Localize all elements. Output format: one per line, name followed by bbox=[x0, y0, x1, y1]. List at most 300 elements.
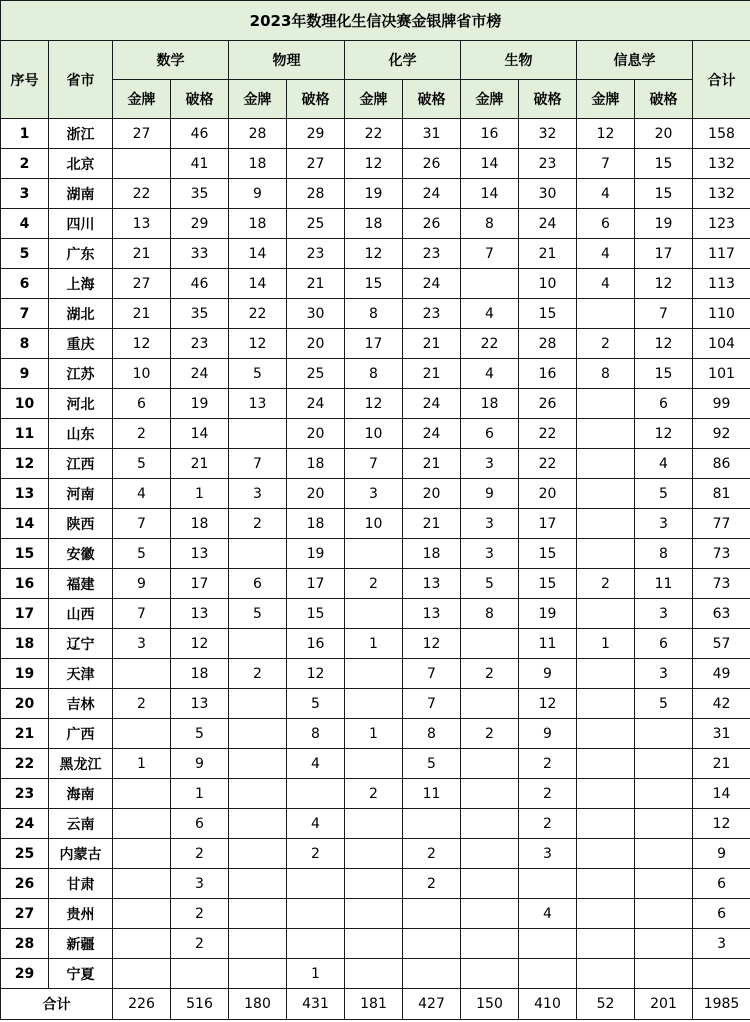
row-cell: 19 bbox=[635, 209, 693, 239]
row-cell: 7 bbox=[577, 149, 635, 179]
row-cell: 12 bbox=[113, 329, 171, 359]
row-cell bbox=[635, 839, 693, 869]
row-province: 上海 bbox=[49, 269, 113, 299]
row-cell: 26 bbox=[519, 389, 577, 419]
row-cell bbox=[113, 839, 171, 869]
row-cell bbox=[229, 959, 287, 989]
row-rank: 29 bbox=[1, 959, 49, 989]
row-total: 14 bbox=[693, 779, 750, 809]
header-subject-chemistry: 化学 bbox=[345, 41, 461, 80]
table-row bbox=[1, 569, 750, 599]
row-cell: 22 bbox=[461, 329, 519, 359]
row-cell: 4 bbox=[461, 359, 519, 389]
table-row bbox=[1, 359, 750, 389]
row-cell bbox=[345, 599, 403, 629]
row-cell: 4 bbox=[519, 899, 577, 929]
row-cell: 5 bbox=[461, 569, 519, 599]
row-cell: 6 bbox=[635, 629, 693, 659]
row-cell: 11 bbox=[635, 569, 693, 599]
row-cell: 7 bbox=[229, 449, 287, 479]
row-cell bbox=[113, 149, 171, 179]
row-cell bbox=[635, 869, 693, 899]
row-cell: 21 bbox=[287, 269, 345, 299]
row-cell: 24 bbox=[403, 389, 461, 419]
row-cell bbox=[519, 869, 577, 899]
row-province: 吉林 bbox=[49, 689, 113, 719]
row-cell: 30 bbox=[287, 299, 345, 329]
row-cell bbox=[229, 629, 287, 659]
header-exception: 破格 bbox=[171, 80, 229, 119]
row-cell: 18 bbox=[287, 509, 345, 539]
row-cell: 18 bbox=[403, 539, 461, 569]
row-cell: 5 bbox=[229, 359, 287, 389]
row-cell: 1 bbox=[171, 779, 229, 809]
row-cell bbox=[345, 959, 403, 989]
row-rank: 2 bbox=[1, 149, 49, 179]
row-cell bbox=[287, 779, 345, 809]
row-cell: 20 bbox=[635, 119, 693, 149]
row-cell: 18 bbox=[345, 209, 403, 239]
row-province: 甘肃 bbox=[49, 869, 113, 899]
row-cell bbox=[113, 959, 171, 989]
row-cell: 16 bbox=[461, 119, 519, 149]
row-cell bbox=[113, 719, 171, 749]
total-cell: 181 bbox=[345, 989, 403, 1020]
row-cell bbox=[461, 689, 519, 719]
header-subject-informatics: 信息学 bbox=[577, 41, 693, 80]
row-cell: 2 bbox=[403, 839, 461, 869]
table-row bbox=[1, 749, 750, 779]
row-province: 广东 bbox=[49, 239, 113, 269]
row-cell bbox=[345, 659, 403, 689]
row-cell bbox=[635, 749, 693, 779]
row-cell bbox=[345, 899, 403, 929]
row-cell bbox=[113, 929, 171, 959]
row-cell: 12 bbox=[345, 149, 403, 179]
row-cell: 3 bbox=[113, 629, 171, 659]
row-cell bbox=[461, 779, 519, 809]
row-cell: 21 bbox=[403, 329, 461, 359]
row-cell bbox=[461, 839, 519, 869]
row-province: 山西 bbox=[49, 599, 113, 629]
row-cell: 2 bbox=[113, 419, 171, 449]
table-body bbox=[1, 119, 750, 989]
row-cell bbox=[113, 899, 171, 929]
row-cell bbox=[171, 959, 229, 989]
row-province: 湖北 bbox=[49, 299, 113, 329]
table-row bbox=[1, 209, 750, 239]
header-subject-biology: 生物 bbox=[461, 41, 577, 80]
row-cell bbox=[229, 539, 287, 569]
row-cell: 9 bbox=[229, 179, 287, 209]
row-cell bbox=[577, 389, 635, 419]
row-cell: 1 bbox=[287, 959, 345, 989]
row-cell: 23 bbox=[403, 239, 461, 269]
row-cell: 12 bbox=[577, 119, 635, 149]
row-cell: 28 bbox=[287, 179, 345, 209]
table-row bbox=[1, 929, 750, 959]
row-cell: 2 bbox=[519, 749, 577, 779]
table-row bbox=[1, 269, 750, 299]
row-cell: 20 bbox=[403, 479, 461, 509]
row-rank: 14 bbox=[1, 509, 49, 539]
row-cell: 46 bbox=[171, 119, 229, 149]
row-cell: 3 bbox=[345, 479, 403, 509]
row-cell: 21 bbox=[113, 239, 171, 269]
row-cell: 21 bbox=[403, 509, 461, 539]
row-cell: 10 bbox=[345, 419, 403, 449]
row-province: 河南 bbox=[49, 479, 113, 509]
row-cell bbox=[635, 809, 693, 839]
row-cell: 3 bbox=[635, 659, 693, 689]
row-cell: 27 bbox=[287, 149, 345, 179]
row-cell: 35 bbox=[171, 299, 229, 329]
row-cell: 8 bbox=[345, 359, 403, 389]
row-cell: 17 bbox=[519, 509, 577, 539]
row-rank: 15 bbox=[1, 539, 49, 569]
row-total: 21 bbox=[693, 749, 750, 779]
row-cell bbox=[577, 839, 635, 869]
row-cell: 8 bbox=[287, 719, 345, 749]
row-cell: 4 bbox=[461, 299, 519, 329]
row-cell: 16 bbox=[519, 359, 577, 389]
row-cell bbox=[519, 959, 577, 989]
row-cell: 10 bbox=[519, 269, 577, 299]
row-total: 117 bbox=[693, 239, 750, 269]
row-rank: 24 bbox=[1, 809, 49, 839]
table-row bbox=[1, 329, 750, 359]
row-cell: 24 bbox=[403, 269, 461, 299]
grand-total: 1985 bbox=[693, 989, 750, 1020]
row-cell: 27 bbox=[113, 119, 171, 149]
row-cell: 8 bbox=[403, 719, 461, 749]
header-rank: 序号 bbox=[1, 41, 49, 119]
row-rank: 25 bbox=[1, 839, 49, 869]
row-cell bbox=[577, 539, 635, 569]
row-cell: 1 bbox=[577, 629, 635, 659]
row-cell: 2 bbox=[345, 779, 403, 809]
row-cell: 7 bbox=[113, 599, 171, 629]
row-province: 浙江 bbox=[49, 119, 113, 149]
row-cell: 5 bbox=[635, 689, 693, 719]
row-cell: 4 bbox=[287, 749, 345, 779]
row-province: 重庆 bbox=[49, 329, 113, 359]
row-rank: 28 bbox=[1, 929, 49, 959]
row-cell: 29 bbox=[171, 209, 229, 239]
row-cell: 2 bbox=[461, 719, 519, 749]
row-cell: 22 bbox=[113, 179, 171, 209]
row-cell: 13 bbox=[171, 539, 229, 569]
row-cell bbox=[577, 779, 635, 809]
row-rank: 10 bbox=[1, 389, 49, 419]
row-cell bbox=[577, 899, 635, 929]
header-gold: 金牌 bbox=[229, 80, 287, 119]
row-cell bbox=[635, 929, 693, 959]
row-cell: 2 bbox=[229, 659, 287, 689]
row-cell: 31 bbox=[403, 119, 461, 149]
row-cell: 22 bbox=[345, 119, 403, 149]
row-cell bbox=[229, 809, 287, 839]
row-cell: 19 bbox=[171, 389, 229, 419]
row-cell bbox=[345, 539, 403, 569]
row-total: 99 bbox=[693, 389, 750, 419]
total-cell: 150 bbox=[461, 989, 519, 1020]
row-cell: 13 bbox=[171, 599, 229, 629]
table-row bbox=[1, 599, 750, 629]
row-total: 123 bbox=[693, 209, 750, 239]
row-cell bbox=[461, 629, 519, 659]
row-cell: 29 bbox=[287, 119, 345, 149]
header-exception: 破格 bbox=[287, 80, 345, 119]
row-cell: 12 bbox=[635, 269, 693, 299]
row-total: 113 bbox=[693, 269, 750, 299]
row-cell: 12 bbox=[635, 329, 693, 359]
row-cell: 17 bbox=[345, 329, 403, 359]
row-cell: 12 bbox=[229, 329, 287, 359]
row-total: 158 bbox=[693, 119, 750, 149]
row-cell: 2 bbox=[287, 839, 345, 869]
row-cell: 2 bbox=[171, 839, 229, 869]
row-cell: 12 bbox=[171, 629, 229, 659]
row-province: 新疆 bbox=[49, 929, 113, 959]
row-cell: 6 bbox=[229, 569, 287, 599]
row-cell: 2 bbox=[519, 779, 577, 809]
row-cell: 24 bbox=[403, 179, 461, 209]
row-cell: 15 bbox=[519, 539, 577, 569]
row-cell: 4 bbox=[635, 449, 693, 479]
row-cell: 4 bbox=[113, 479, 171, 509]
total-row bbox=[1, 989, 750, 1020]
row-rank: 3 bbox=[1, 179, 49, 209]
row-cell bbox=[577, 809, 635, 839]
row-cell: 14 bbox=[171, 419, 229, 449]
row-rank: 4 bbox=[1, 209, 49, 239]
row-cell bbox=[577, 509, 635, 539]
row-cell: 4 bbox=[287, 809, 345, 839]
row-cell bbox=[577, 449, 635, 479]
row-cell: 20 bbox=[519, 479, 577, 509]
row-cell bbox=[577, 479, 635, 509]
row-cell: 5 bbox=[229, 599, 287, 629]
row-cell: 23 bbox=[403, 299, 461, 329]
total-cell: 226 bbox=[113, 989, 171, 1020]
header-total: 合计 bbox=[693, 41, 750, 119]
row-total: 3 bbox=[693, 929, 750, 959]
row-cell: 8 bbox=[635, 539, 693, 569]
row-cell: 13 bbox=[113, 209, 171, 239]
row-cell: 1 bbox=[113, 749, 171, 779]
row-cell bbox=[229, 779, 287, 809]
row-cell bbox=[577, 599, 635, 629]
row-total: 49 bbox=[693, 659, 750, 689]
row-cell: 7 bbox=[635, 299, 693, 329]
row-cell: 7 bbox=[113, 509, 171, 539]
total-cell: 427 bbox=[403, 989, 461, 1020]
row-cell: 12 bbox=[287, 659, 345, 689]
row-rank: 6 bbox=[1, 269, 49, 299]
row-cell bbox=[345, 869, 403, 899]
row-cell: 18 bbox=[287, 449, 345, 479]
row-cell: 25 bbox=[287, 209, 345, 239]
row-rank: 22 bbox=[1, 749, 49, 779]
row-total: 101 bbox=[693, 359, 750, 389]
row-cell bbox=[345, 929, 403, 959]
row-cell bbox=[577, 749, 635, 779]
row-cell: 2 bbox=[171, 899, 229, 929]
row-total: 12 bbox=[693, 809, 750, 839]
row-cell: 2 bbox=[577, 329, 635, 359]
row-cell bbox=[287, 899, 345, 929]
row-cell: 2 bbox=[345, 569, 403, 599]
row-cell: 2 bbox=[403, 869, 461, 899]
row-cell: 24 bbox=[171, 359, 229, 389]
row-cell: 15 bbox=[635, 179, 693, 209]
row-cell bbox=[287, 869, 345, 899]
row-cell: 14 bbox=[229, 239, 287, 269]
row-cell: 8 bbox=[345, 299, 403, 329]
row-province: 内蒙古 bbox=[49, 839, 113, 869]
row-cell bbox=[577, 659, 635, 689]
row-province: 黑龙江 bbox=[49, 749, 113, 779]
header-exception: 破格 bbox=[635, 80, 693, 119]
row-cell: 1 bbox=[171, 479, 229, 509]
table-row bbox=[1, 479, 750, 509]
row-cell: 12 bbox=[345, 239, 403, 269]
header-exception: 破格 bbox=[403, 80, 461, 119]
row-total: 104 bbox=[693, 329, 750, 359]
row-total: 63 bbox=[693, 599, 750, 629]
row-cell: 7 bbox=[345, 449, 403, 479]
row-cell: 28 bbox=[519, 329, 577, 359]
row-cell bbox=[345, 749, 403, 779]
row-total: 31 bbox=[693, 719, 750, 749]
row-cell: 15 bbox=[345, 269, 403, 299]
row-rank: 19 bbox=[1, 659, 49, 689]
total-cell: 52 bbox=[577, 989, 635, 1020]
row-cell: 21 bbox=[171, 449, 229, 479]
row-cell: 7 bbox=[461, 239, 519, 269]
row-cell: 5 bbox=[635, 479, 693, 509]
row-cell bbox=[287, 929, 345, 959]
row-cell: 41 bbox=[171, 149, 229, 179]
row-cell: 24 bbox=[287, 389, 345, 419]
row-total: 73 bbox=[693, 569, 750, 599]
row-cell: 24 bbox=[519, 209, 577, 239]
row-cell: 3 bbox=[461, 539, 519, 569]
row-cell bbox=[229, 749, 287, 779]
row-cell: 12 bbox=[403, 629, 461, 659]
row-cell: 26 bbox=[403, 149, 461, 179]
total-cell: 431 bbox=[287, 989, 345, 1020]
row-cell: 9 bbox=[113, 569, 171, 599]
row-cell: 9 bbox=[519, 659, 577, 689]
row-cell bbox=[461, 899, 519, 929]
row-cell: 19 bbox=[287, 539, 345, 569]
header-exception: 破格 bbox=[519, 80, 577, 119]
row-province: 湖南 bbox=[49, 179, 113, 209]
row-cell: 3 bbox=[229, 479, 287, 509]
row-cell: 13 bbox=[229, 389, 287, 419]
row-cell: 3 bbox=[461, 449, 519, 479]
header-province: 省市 bbox=[49, 41, 113, 119]
row-rank: 23 bbox=[1, 779, 49, 809]
row-cell: 8 bbox=[461, 209, 519, 239]
row-rank: 26 bbox=[1, 869, 49, 899]
table-row bbox=[1, 389, 750, 419]
header-gold: 金牌 bbox=[577, 80, 635, 119]
row-province: 海南 bbox=[49, 779, 113, 809]
row-cell: 4 bbox=[577, 239, 635, 269]
row-cell: 4 bbox=[577, 179, 635, 209]
table-row bbox=[1, 539, 750, 569]
row-cell: 3 bbox=[635, 509, 693, 539]
row-rank: 13 bbox=[1, 479, 49, 509]
row-cell bbox=[461, 869, 519, 899]
row-cell bbox=[461, 269, 519, 299]
row-cell: 2 bbox=[519, 809, 577, 839]
table-row bbox=[1, 869, 750, 899]
row-cell: 20 bbox=[287, 419, 345, 449]
row-cell: 6 bbox=[171, 809, 229, 839]
row-total: 77 bbox=[693, 509, 750, 539]
row-province: 陕西 bbox=[49, 509, 113, 539]
row-cell: 5 bbox=[113, 539, 171, 569]
row-province: 广西 bbox=[49, 719, 113, 749]
row-total: 9 bbox=[693, 839, 750, 869]
row-rank: 5 bbox=[1, 239, 49, 269]
row-cell: 19 bbox=[345, 179, 403, 209]
row-cell: 18 bbox=[229, 149, 287, 179]
row-cell: 16 bbox=[287, 629, 345, 659]
row-cell: 2 bbox=[461, 659, 519, 689]
row-cell bbox=[577, 719, 635, 749]
row-cell: 9 bbox=[519, 719, 577, 749]
table-row bbox=[1, 149, 750, 179]
row-cell: 18 bbox=[229, 209, 287, 239]
row-cell bbox=[229, 689, 287, 719]
row-cell: 5 bbox=[113, 449, 171, 479]
row-cell: 33 bbox=[171, 239, 229, 269]
row-total: 6 bbox=[693, 899, 750, 929]
row-cell: 21 bbox=[113, 299, 171, 329]
row-total: 81 bbox=[693, 479, 750, 509]
row-cell bbox=[519, 929, 577, 959]
total-cell: 516 bbox=[171, 989, 229, 1020]
row-cell: 3 bbox=[461, 509, 519, 539]
row-cell: 21 bbox=[403, 449, 461, 479]
row-rank: 1 bbox=[1, 119, 49, 149]
row-cell: 14 bbox=[229, 269, 287, 299]
row-cell: 3 bbox=[635, 599, 693, 629]
row-cell: 27 bbox=[113, 269, 171, 299]
row-cell: 23 bbox=[287, 239, 345, 269]
header-gold: 金牌 bbox=[113, 80, 171, 119]
row-cell: 10 bbox=[345, 509, 403, 539]
row-rank: 18 bbox=[1, 629, 49, 659]
row-cell bbox=[345, 689, 403, 719]
table-row bbox=[1, 509, 750, 539]
row-cell: 7 bbox=[403, 659, 461, 689]
row-cell: 2 bbox=[171, 929, 229, 959]
row-cell: 21 bbox=[519, 239, 577, 269]
row-cell bbox=[229, 929, 287, 959]
row-rank: 27 bbox=[1, 899, 49, 929]
row-province: 河北 bbox=[49, 389, 113, 419]
row-cell bbox=[113, 779, 171, 809]
row-cell bbox=[577, 959, 635, 989]
row-total: 86 bbox=[693, 449, 750, 479]
row-cell: 2 bbox=[229, 509, 287, 539]
